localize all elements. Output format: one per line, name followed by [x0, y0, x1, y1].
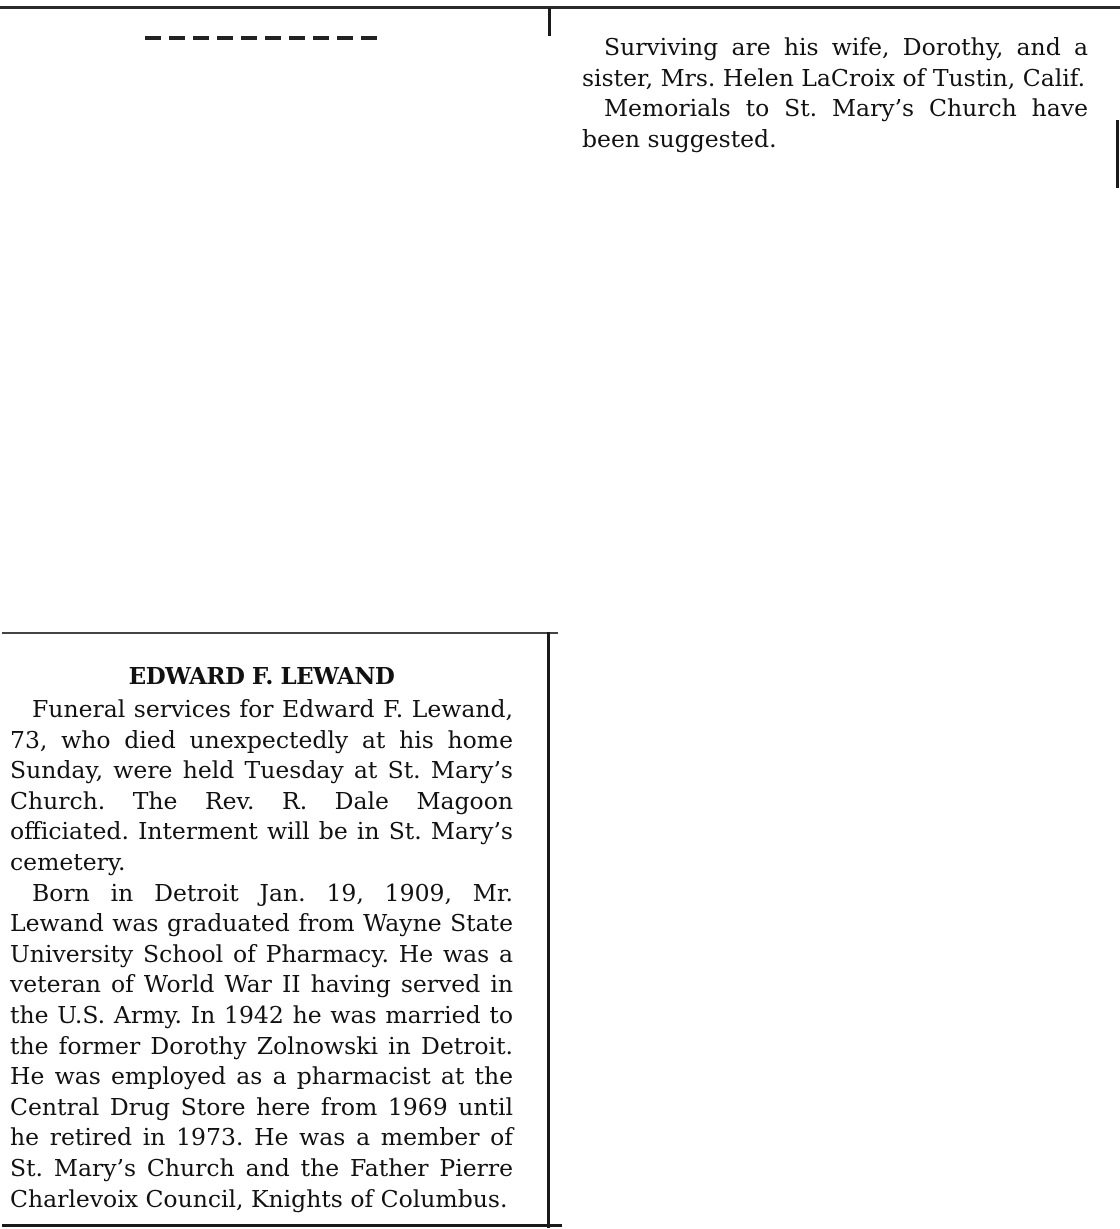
funeral-paragraph: Funeral services for Edward F. Lewand, 73, who died unexpectedly at his home Sunday, were held Tuesday at St. Mary’s Church. The Rev. R. Dale Magoon officiated. Interment will be in St. Mary’s cemetery.: [10, 695, 513, 876]
obituary-box-bottom-rule: [2, 1224, 562, 1227]
survivors-paragraph: Surviving are his wife, Dorothy, and a sister, Mrs. Helen LaCroix of Tustin, Calif.: [582, 33, 1088, 92]
right-edge-rule: [1116, 120, 1119, 188]
top-rule-left: [0, 6, 552, 9]
obituary-box-right-rule: [547, 632, 550, 1228]
biography-paragraph: Born in Detroit Jan. 19, 1909, Mr. Lewand was graduated from Wayne State University School of Pharmacy. He was a veteran of World War II having served in the U.S. Army. In 1942 he was married to the former Dorothy Zolnowski in Detroit. He was employed as a pharmacist at the Central Drug Store here from 1969 until he retired in 1973. He was a member of St. Mary’s Church and the Father Pierre Charlevoix Council, Knights of Columbus.: [10, 878, 513, 1213]
obituary-box-top-rule: [2, 632, 558, 634]
top-rule-right: [552, 6, 1120, 9]
dashed-separator: [145, 36, 380, 40]
obituary-article: [10, 662, 513, 1214]
column-divider-top: [548, 8, 551, 36]
right-column-text: [582, 32, 1088, 154]
obituary-heading: EDWARD F. LEWAND: [128, 663, 395, 690]
memorials-paragraph: Memorials to St. Mary’s Church have been suggested.: [582, 94, 1088, 153]
